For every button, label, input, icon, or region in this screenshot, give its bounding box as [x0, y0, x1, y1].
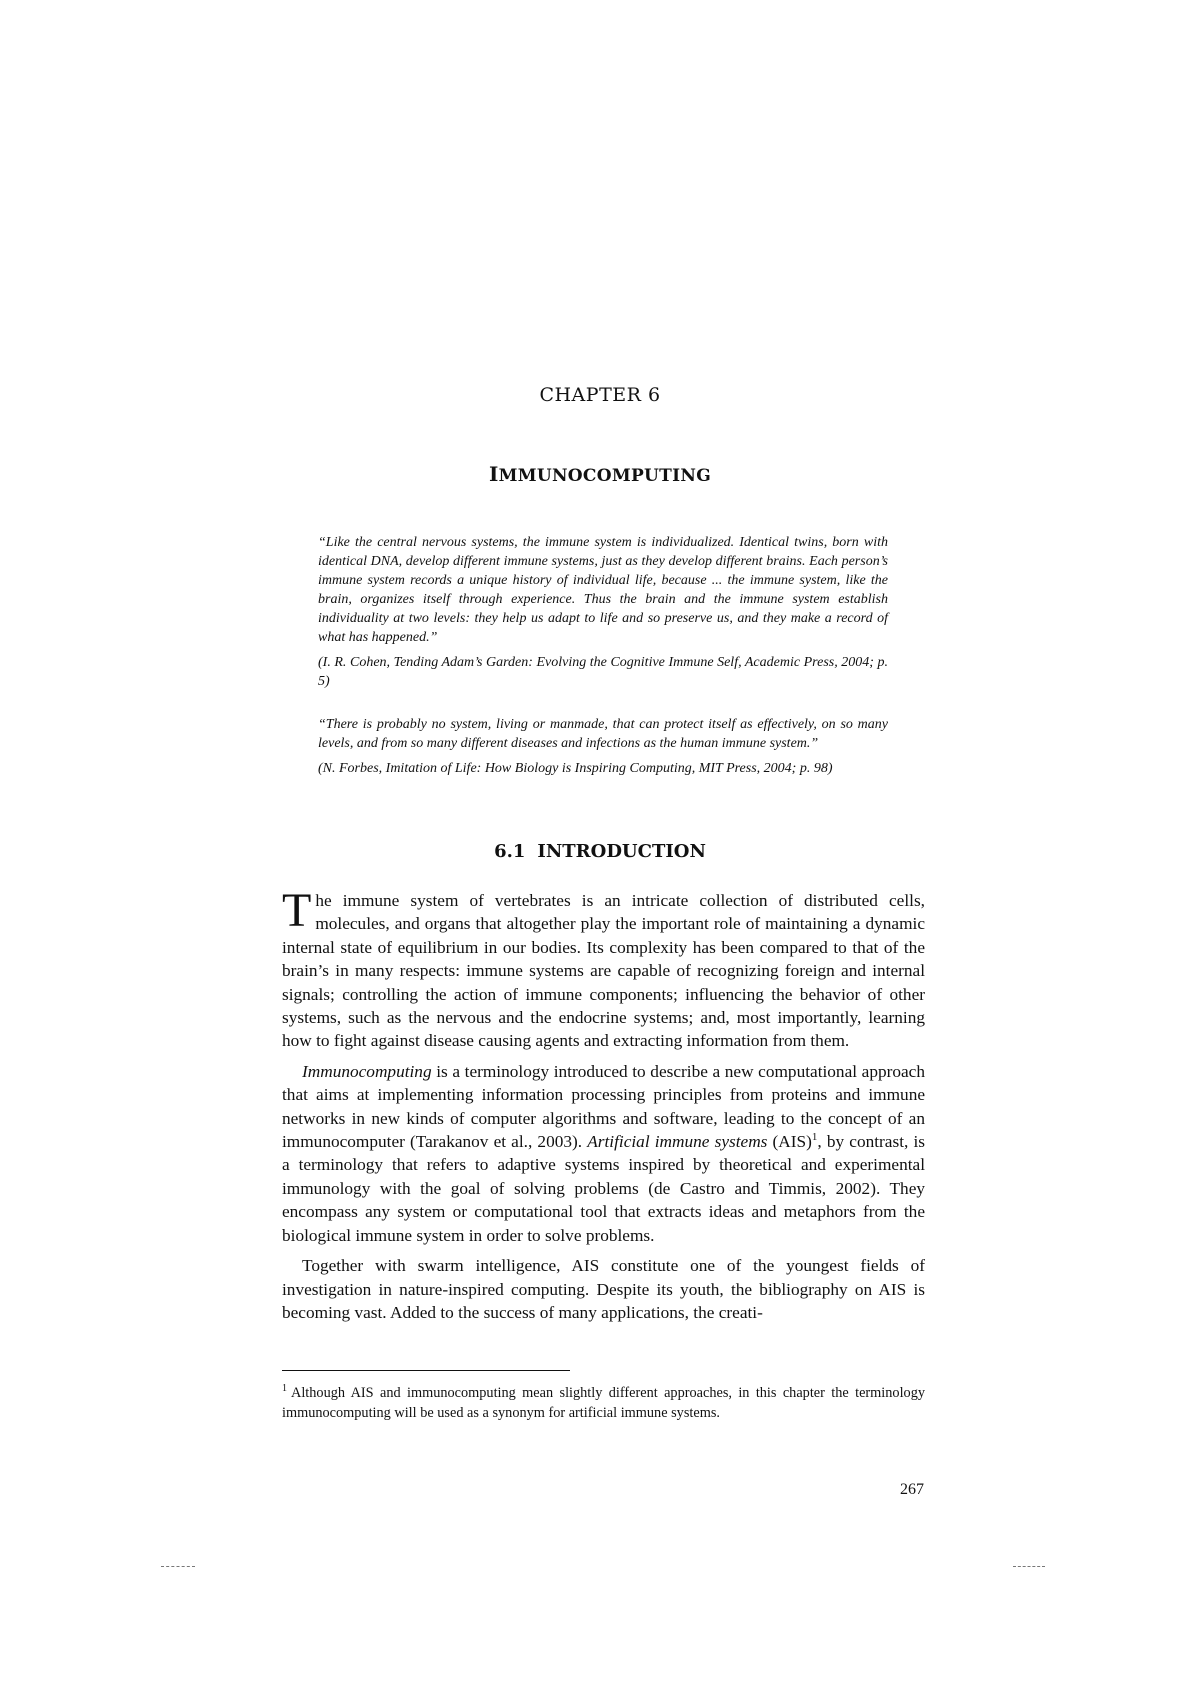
paragraph-1-text: he immune system of vertebrates is an intricate collection of distributed cells, molecules, and organs that altogether play the important role of maintaining a dynamic internal state of equilibrium in our bodies. Its complexity has been compared to that of the brain’s in many respects: immune systems are capable of recognizing foreign and internal signals; controlling the action of immune components; influencing the behavior of other systems, such as the nervous and the endocrine systems; and, most importantly, learning how to fight against disease causing agents and extracting information from them.	[282, 891, 925, 1051]
epigraph-1	[318, 533, 888, 691]
crop-mark-right	[1013, 1566, 1045, 1567]
paragraph-2	[282, 1060, 925, 1247]
footnote	[282, 1383, 925, 1423]
paragraph-2-part-a: is a terminology introduced to describe a new computational approach that aims at implementing information processing principles from proteins and immune networks in new kinds of computer algorithms and software, leading to the concept of an immunocomputer (Tarakanov et al., 2003).	[282, 1061, 925, 1152]
section-title: INTRODUCTION	[537, 841, 706, 862]
paragraph-2-part-b: (AIS)	[767, 1132, 812, 1152]
crop-mark-left	[161, 1566, 195, 1567]
epigraph-citation: (I. R. Cohen, Tending Adam’s Garden: Evolving the Cognitive Immune Self, Academic Press, 2004; p. 5)	[318, 655, 888, 689]
section-number: 6.1	[494, 841, 526, 862]
term-ais: Artificial immune systems	[587, 1132, 768, 1152]
section-heading	[0, 841, 1200, 862]
drop-cap: T	[282, 884, 312, 937]
page-number: 267	[900, 1481, 924, 1498]
chapter-title-initial: I	[488, 462, 499, 486]
paragraph-3: Together with swarm intelligence, AIS constitute one of the youngest fields of investigation in nature-inspired computing. Despite its youth, the bibliography on AIS is becoming vast. Added to the success of many applications, the creati-	[282, 1256, 925, 1322]
body-text	[282, 884, 925, 1331]
epigraph-quote: “Like the central nervous systems, the immune system is individualized. Identical twins, born with identical DNA, develop different immune systems, just as they develop different brains. Each person’s immune system records a unique history of individual life, because ... the immune system, like the brain, organizes itself through experience. Thus the brain and the immune system establish individuality at two levels: they help us adapt to life and so preserve us, and they make a record of what has happened.”	[318, 535, 888, 645]
chapter-label: CHAPTER 6	[539, 384, 661, 406]
term-immunocomputing: Immunocomputing	[302, 1061, 432, 1081]
paragraph-2-part-c: , by contrast, is a terminology that refers to adaptive systems inspired by theoretical and experimental immunology with the goal of solving problems (de Castro and Timmis, 2002). They encompass any system or computational tool that extracts ideas and metaphors from the biological immune system in order to solve problems.	[282, 1132, 925, 1245]
epigraph-quote: “There is probably no system, living or manmade, that can protect itself as effectively, on so many levels, and from so many different diseases and infections as the human immune system.”	[318, 717, 888, 751]
chapter-title-rest: MMUNOCOMPUTING	[498, 466, 712, 486]
epigraph-citation: (N. Forbes, Imitation of Life: How Biology is Inspiring Computing, MIT Press, 2004; p. 98)	[318, 761, 833, 776]
footnote-marker[interactable]: 1	[811, 1131, 818, 1144]
chapter-title	[0, 462, 1200, 486]
footnote-mark: 1	[282, 1383, 287, 1395]
epigraph-2	[318, 715, 888, 778]
paragraph-1	[282, 884, 925, 1053]
footnote-rule	[282, 1370, 570, 1371]
footnote-text: Although AIS and immunocomputing mean slightly different approaches, in this chapter the terminology immunocomputing will be used as a synonym for artificial immune systems.	[282, 1385, 925, 1421]
